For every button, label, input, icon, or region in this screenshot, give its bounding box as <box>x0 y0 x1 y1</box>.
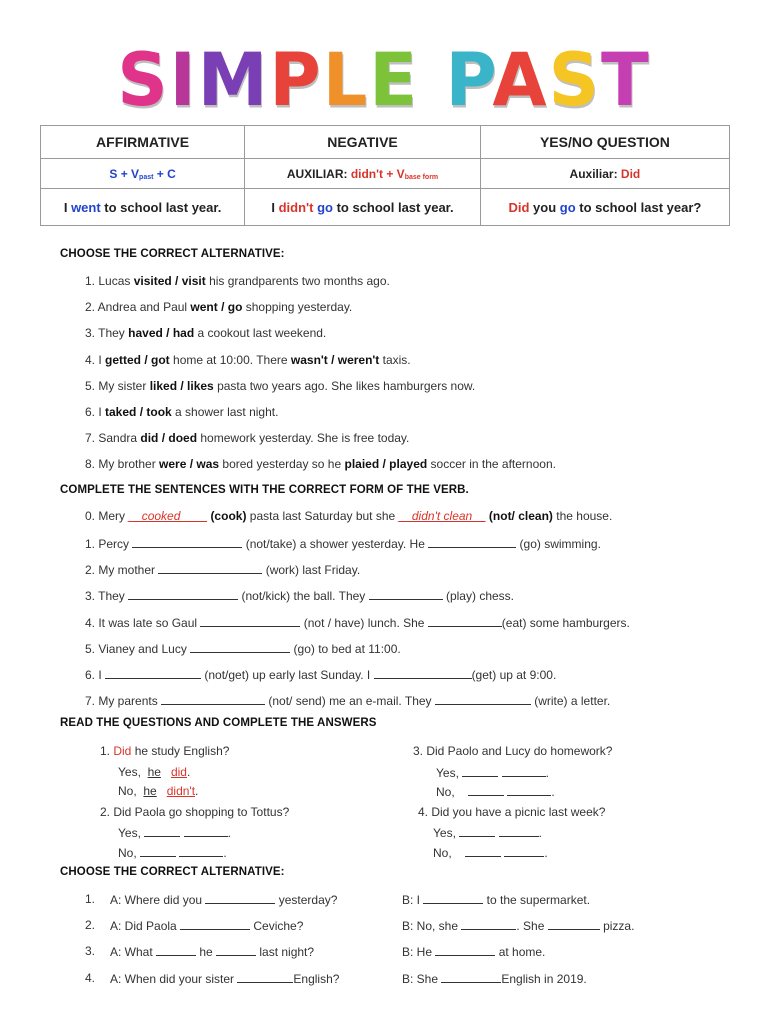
dialogue-line-a <box>110 944 314 959</box>
worksheet-title <box>117 38 651 122</box>
dialogue-text: . She <box>516 919 548 934</box>
choice-options: liked / likes <box>149 378 214 393</box>
q2-yes-answer: Yes, . <box>118 826 231 840</box>
item-text: pasta two years ago. She likes hamburgers now. <box>213 378 476 393</box>
title-letter: L <box>322 36 370 124</box>
q3-yes-answer: Yes, . <box>436 766 549 780</box>
dialogue-number: 1. <box>85 892 96 906</box>
answer-blank[interactable] <box>461 918 516 930</box>
item-text: (go) to bed at 11:00. <box>290 641 401 656</box>
question-formula: Auxiliar: Did <box>480 159 729 189</box>
fill-item <box>85 615 630 630</box>
answer-blank[interactable] <box>132 536 242 548</box>
item-text: 4. It was late so Gaul <box>85 615 201 630</box>
item-text: home at 10:00. There <box>169 352 291 367</box>
exercise-item <box>85 300 352 314</box>
answer-blank[interactable] <box>205 892 275 904</box>
choice-options: taked / took <box>105 405 172 419</box>
header-affirmative: AFFIRMATIVE <box>41 126 245 159</box>
answer-blank[interactable] <box>190 641 290 653</box>
answer-blank[interactable] <box>441 971 501 983</box>
item-text: (not/ send) me an e-mail. They <box>265 694 435 709</box>
item-text: 2. Andrea and Paul <box>85 300 191 315</box>
exercise-item <box>85 457 556 471</box>
choice-options: were / was <box>159 457 220 472</box>
title-letter: P <box>445 36 493 124</box>
answer-blank[interactable] <box>435 693 531 705</box>
item-text: a shower last night. <box>171 405 279 419</box>
q4-no-answer: No, . <box>433 846 548 860</box>
exercise-item <box>85 274 390 288</box>
item-text: bored yesterday so he <box>219 457 345 472</box>
answer-blank[interactable] <box>156 944 196 956</box>
table-formula-row <box>41 159 730 189</box>
choice-options: getted / got <box>105 352 170 367</box>
title-letter: S <box>117 36 170 124</box>
fill-item <box>85 693 610 708</box>
item-text: 2. My mother <box>85 563 159 578</box>
fill-item <box>85 588 514 603</box>
answer-blank[interactable] <box>428 536 516 548</box>
q2-no-answer: No, . <box>118 846 227 860</box>
answer-blank[interactable] <box>180 918 250 930</box>
item-text: (go) swimming. <box>516 537 601 551</box>
answer-blank[interactable] <box>128 588 238 600</box>
item-text: 7. Sandra <box>85 431 141 446</box>
dialogue-text: he <box>196 945 217 960</box>
section2-heading: COMPLETE THE SENTENCES WITH THE CORRECT FORM OF THE VERB. <box>60 484 469 496</box>
choice-options: visited / visit <box>133 274 206 288</box>
dialogue-text: B: He <box>402 945 436 960</box>
item-text: 1. Lucas <box>85 274 134 288</box>
answer-blank[interactable] <box>200 615 300 627</box>
choice-options: plaied / played <box>344 457 428 472</box>
title-letter: S <box>548 36 601 124</box>
negative-example: I didn't go to school last year. <box>245 189 481 226</box>
section2-example: 0. Mery __cooked____ (cook) pasta last Saturday but she __didn't clean__ (not/ clean) the house. <box>85 509 613 523</box>
item-text: 3. They <box>85 589 129 604</box>
answer-blank[interactable] <box>237 971 293 983</box>
grammar-summary-table <box>40 125 730 226</box>
item-text: (get) up at 9:00. <box>471 668 557 682</box>
choice-options: haved / had <box>128 326 195 341</box>
header-negative: NEGATIVE <box>245 126 481 159</box>
answer-blank[interactable] <box>158 562 262 574</box>
dialogue-text: last night? <box>256 945 315 960</box>
affirmative-formula: $S + V_{past} + C$ <box>41 159 245 189</box>
dialogue-text: A: Where did you <box>110 893 206 907</box>
item-text: 1. Percy <box>85 537 133 551</box>
item-text: 5. Vianey and Lucy <box>85 641 191 656</box>
item-text: homework yesterday. She is free today. <box>197 431 410 446</box>
answer-blank[interactable] <box>105 667 201 679</box>
dialogue-text: Ceviche? <box>250 919 304 934</box>
q1-question: 1. Did he study English? <box>100 744 230 758</box>
answer-blank[interactable] <box>216 944 256 956</box>
item-text: (not/get) up early last Sunday. I <box>201 668 374 682</box>
choice-options: went / go <box>190 300 243 315</box>
negative-formula: AUXILIAR: didn't + $V_{base form}$ <box>245 159 481 189</box>
header-question: YES/NO QUESTION <box>480 126 729 159</box>
dialogue-text: A: When did your sister <box>110 971 238 986</box>
title-letter: E <box>369 36 420 124</box>
q4-yes-answer: Yes, . <box>433 826 542 840</box>
item-text: (write) a letter. <box>530 694 611 709</box>
dialogue-text: at home. <box>495 945 546 960</box>
dialogue-text: B: I <box>402 893 424 907</box>
answer-blank[interactable] <box>369 588 443 600</box>
q1-no-answer: No, he didn't. <box>118 784 199 798</box>
answer-blank[interactable] <box>548 918 600 930</box>
dialogue-line-a <box>110 892 337 907</box>
title-letter: A <box>492 36 549 124</box>
dialogue-line-b <box>402 944 545 959</box>
answer-blank[interactable] <box>161 693 265 705</box>
item-text: 6. I <box>85 668 106 682</box>
answer-blank[interactable] <box>423 892 483 904</box>
dialogue-line-b <box>402 918 634 933</box>
dialogue-text: English in 2019. <box>501 971 587 986</box>
item-text: taxis. <box>379 352 411 367</box>
dialogue-text: pizza. <box>599 919 635 934</box>
exercise-item <box>85 353 411 367</box>
q2-question: 2. Did Paola go shopping to Tottus? <box>100 805 290 819</box>
item-text: (not/kick) the ball. They <box>238 589 369 604</box>
fill-item <box>85 536 601 551</box>
title-letter <box>419 37 445 123</box>
title-letter: I <box>169 36 198 124</box>
dialogue-number: 2. <box>85 918 96 933</box>
item-text: 5. My sister <box>85 378 150 393</box>
fill-item <box>85 667 556 682</box>
item-text: 8. My brother <box>85 457 160 472</box>
section3-heading: READ THE QUESTIONS AND COMPLETE THE ANSWERS <box>60 717 377 729</box>
dialogue-line-a <box>110 971 339 986</box>
answer-blank[interactable] <box>428 615 502 627</box>
dialogue-text: B: She <box>402 971 442 986</box>
dialogue-text: English? <box>293 971 340 986</box>
exercise-item <box>85 326 326 340</box>
q4-question: 4. Did you have a picnic last week? <box>418 805 606 819</box>
item-text: 4. I <box>85 352 106 367</box>
dialogue-text: B: No, she <box>402 919 462 934</box>
title-letter: T <box>601 36 651 124</box>
dialogue-text: A: What <box>110 945 157 960</box>
answer-blank[interactable] <box>374 667 472 679</box>
q3-question: 3. Did Paolo and Lucy do homework? <box>413 744 613 758</box>
item-text: (eat) some hamburgers. <box>501 615 630 630</box>
exercise-item <box>85 405 278 419</box>
section1-heading: CHOOSE THE CORRECT ALTERNATIVE: <box>60 248 285 260</box>
item-text: shopping yesterday. <box>242 300 353 315</box>
choice-options: wasn't / weren't <box>290 352 380 367</box>
section4-heading: CHOOSE THE CORRECT ALTERNATIVE: <box>60 866 285 878</box>
dialogue-line-a <box>110 918 303 933</box>
dialogue-line-b <box>402 971 587 986</box>
dialogue-line-b <box>402 892 590 907</box>
item-text: (play) chess. <box>442 589 514 604</box>
fill-item <box>85 562 360 577</box>
exercise-item <box>85 431 409 445</box>
dialogue-number: 3. <box>85 944 96 959</box>
fill-item <box>85 641 401 656</box>
q1-yes-answer: Yes, he did. <box>118 765 191 779</box>
affirmative-example: I went to school last year. <box>41 189 245 226</box>
item-text: (work) last Friday. <box>262 563 361 578</box>
title-letter: P <box>269 36 323 124</box>
item-text: soccer in the afternoon. <box>427 457 556 472</box>
answer-blank[interactable] <box>435 944 495 956</box>
title-letter: M <box>197 36 270 124</box>
choice-options: did / doed <box>140 431 198 446</box>
dialogue-text: to the supermarket. <box>483 893 591 907</box>
table-example-row <box>41 189 730 226</box>
item-text: his grandparents two months ago. <box>205 274 390 288</box>
item-text: 3. They <box>85 326 129 341</box>
dialogue-text: A: Did Paola <box>110 919 181 934</box>
item-text: 6. I <box>85 405 106 419</box>
table-header-row <box>41 126 730 159</box>
item-text: (not/take) a shower yesterday. He <box>242 537 429 551</box>
dialogue-text: yesterday? <box>275 893 338 907</box>
dialogue-number: 4. <box>85 970 96 985</box>
question-example: Did you go to school last year? <box>480 189 729 226</box>
exercise-item <box>85 379 475 393</box>
item-text: 7. My parents <box>85 694 162 709</box>
q3-no-answer: No, . <box>436 785 555 799</box>
item-text: (not / have) lunch. She <box>300 615 428 630</box>
item-text: a cookout last weekend. <box>194 326 327 341</box>
title-banner <box>0 36 768 124</box>
